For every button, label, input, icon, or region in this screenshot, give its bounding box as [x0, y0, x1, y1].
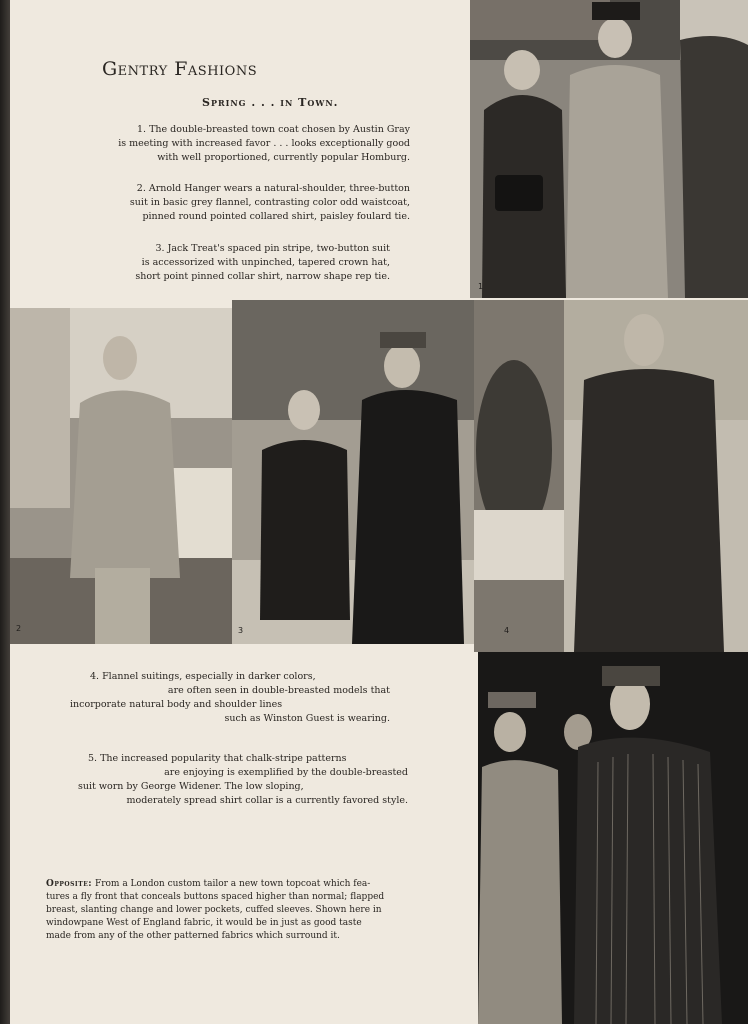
photo-number: 2: [16, 624, 22, 633]
caption-line: tures a fly front that conceals buttons spaced higher than normal; flapped: [46, 892, 385, 902]
photo-4-winston-guest: [474, 300, 748, 652]
caption-line: 3. Jack Treat's spaced pin stripe, two-button suit: [155, 243, 390, 254]
photo-3-jack-treat: [232, 300, 474, 644]
caption-line: 2. Arnold Hanger wears a natural-shoulder, three-button: [136, 183, 410, 194]
caption-2: [90, 182, 410, 224]
caption-line: made from any of the other patterned fabrics which surround it.: [46, 931, 340, 941]
photo-2-arnold-hanger: [10, 308, 232, 644]
caption-line: incorporate natural body and shoulder lines: [70, 699, 283, 710]
opposite-caption: [46, 878, 410, 943]
caption-line: short point pinned collar shirt, narrow shape rep tie.: [135, 271, 390, 282]
caption-line: are often seen in double-breasted models that: [167, 685, 390, 696]
magazine-page: [10, 0, 748, 1024]
caption-3: [80, 242, 390, 284]
photo-1-austin-gray: [470, 0, 748, 298]
caption-1: [90, 123, 410, 165]
caption-line: breast, slanting change and lower pockets, cuffed sleeves. Shown here in: [46, 905, 382, 915]
caption-line: pinned round pointed collared shirt, paisley foulard tie.: [142, 211, 410, 222]
caption-line: 1. The double-breasted town coat chosen by Austin Gray: [137, 124, 410, 135]
caption-line: From a London custom tailor a new town topcoat which fea-: [94, 879, 371, 889]
caption-line: suit in basic grey flannel, contrasting color odd waistcoat,: [129, 197, 410, 208]
caption-line: 4. Flannel suitings, especially in darker colors,: [90, 671, 316, 682]
caption-5: [78, 752, 408, 808]
opposite-line-1: [46, 878, 410, 891]
caption-line: with well proportioned, currently popular Homburg.: [157, 152, 410, 163]
caption-4: [70, 670, 390, 726]
caption-line: is accessorized with unpinched, tapered crown hat,: [141, 257, 390, 268]
caption-line: moderately spread shirt collar is a currently favored style.: [126, 795, 408, 806]
caption-line: are enjoying is exemplified by the double-breasted: [164, 767, 408, 778]
photo-5-george-widener: [478, 652, 748, 1024]
photo-number: 1: [478, 282, 484, 291]
caption-line: windowpane West of England fabric, it would be in just as good taste: [46, 918, 362, 928]
opposite-label: Opposite:: [46, 879, 93, 889]
caption-line: suit worn by George Widener. The low sloping,: [78, 781, 304, 792]
photo-number: 4: [504, 626, 510, 635]
page-subtitle: Spring . . . in Town.: [202, 96, 339, 109]
caption-line: such as Winston Guest is wearing.: [224, 713, 390, 724]
photo-number: 3: [238, 626, 244, 635]
caption-line: 5. The increased popularity that chalk-stripe patterns: [88, 753, 347, 764]
caption-line: is meeting with increased favor . . . looks exceptionally good: [118, 138, 410, 149]
page-title: Gentry Fashions: [102, 58, 258, 80]
